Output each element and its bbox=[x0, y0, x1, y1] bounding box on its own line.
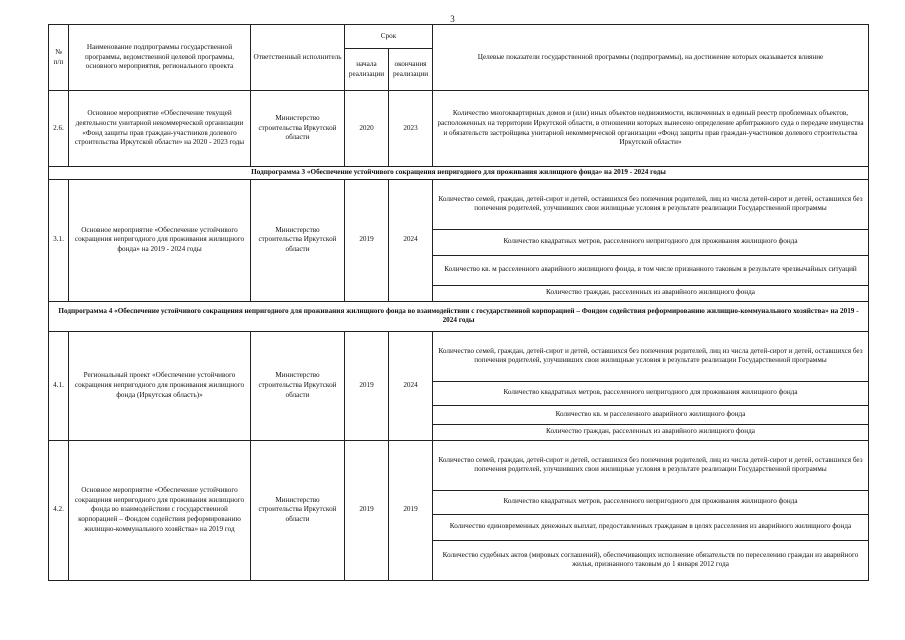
row-start: 2019 bbox=[345, 331, 389, 440]
row-resp: Министерство строительства Иркутской области bbox=[251, 331, 345, 440]
header-term: Срок bbox=[345, 25, 433, 49]
row-target: Количество квадратных метров, расселенного непригодного для проживания жилищного фонда bbox=[433, 381, 869, 405]
row-target: Количество граждан, расселенных из аварийного жилищного фонда bbox=[433, 424, 869, 440]
row-num: 4.2. bbox=[49, 440, 69, 580]
row-end: 2023 bbox=[389, 91, 433, 167]
row-name: Основное мероприятие «Обеспечение устойчивого сокращения непригодного для проживания жилищного фонда во взаимодействии с государственной корпорацией – Фондом содействия реформированию жилищно-коммунального хозяйства» на 2019 год bbox=[69, 440, 251, 580]
row-target: Количество кв. м расселенного аварийного жилищного фонда, в том числе признанного таковым в результате чрезвычайных ситуаций bbox=[433, 255, 869, 285]
row-target: Количество семей, граждан, детей-сирот и детей, оставшихся без попечения родителей, лиц из числа детей-сирот и детей, оставшихся без попечения родителей, улучшивших свои жилищные условия в результате реализации Государственной программы bbox=[433, 440, 869, 490]
subprogram-row bbox=[49, 167, 869, 180]
row-target: Количество единовременных денежных выплат, предоставленных гражданам в целях расселения из аварийного жилищного фонда bbox=[433, 514, 869, 540]
row-name: Основное мероприятие «Обеспечение текущей деятельности унитарной некоммерческой организации «Фонд защиты прав граждан-участников долевого строительства Иркутской области» на 2020 - 2023 годы bbox=[69, 91, 251, 167]
row-num: 3.1. bbox=[49, 179, 69, 301]
row-target: Количество кв. м расселенного аварийного жилищного фонда bbox=[433, 405, 869, 424]
program-table bbox=[48, 24, 869, 581]
table-row bbox=[49, 440, 869, 490]
subprogram-3-title: Подпрограмма 3 «Обеспечение устойчивого сокращения непригодного для проживания жилищного фонда» на 2019 - 2024 годы bbox=[49, 167, 869, 180]
header-targets: Целевые показатели государственной программы (подпрограммы), на достижение которых оказывается влияние bbox=[433, 25, 869, 91]
row-target: Количество многоквартирных домов и (или) иных объектов недвижимости, включенных в единый реестр проблемных объектов, расположенных на территории Иркутской области, в отношении которых вынесено определение арбитражного суда о передаче имущества и обязательств застройщика унитарной некоммерческой организации «Фонд защиты прав граждан-участников долевого строительства Иркутской области» bbox=[433, 91, 869, 167]
row-target: Количество семей, граждан, детей-сирот и детей, оставшихся без попечения родителей, лиц из числа детей-сирот и детей, оставшихся без попечения родителей, улучшивших свои жилищные условия в результате реализации Государственной программы bbox=[433, 331, 869, 381]
row-resp: Министерство строительства Иркутской области bbox=[251, 179, 345, 301]
row-target: Количество семей, граждан, детей-сирот и детей, оставшихся без попечения родителей, лиц из числа детей-сирот и детей, оставшихся без попечения родителей, улучшивших свои жилищные условия в результате реализации Государственной программы bbox=[433, 179, 869, 229]
row-num: 2.6. bbox=[49, 91, 69, 167]
row-target: Количество судебных актов (мировых соглашений), обеспечивающих исполнение обязательств по переселению граждан из аварийного жилья, признанного таковым до 1 января 2012 года bbox=[433, 540, 869, 580]
row-num: 4.1. bbox=[49, 331, 69, 440]
subprogram-row bbox=[49, 301, 869, 331]
subprogram-4-title: Подпрограмма 4 «Обеспечение устойчивого сокращения непригодного для проживания жилищного фонда во взаимодействии с государственной корпорацией – Фондом содействия реформированию жилищно-коммунального хозяйства» на 2019 - 2024 годы bbox=[49, 301, 869, 331]
table-row bbox=[49, 179, 869, 229]
page-number: 3 bbox=[450, 14, 455, 24]
row-name: Региональный проект «Обеспечение устойчивого сокращения непригодного для проживания жилищного фонда (Иркутская область)» bbox=[69, 331, 251, 440]
row-resp: Министерство строительства Иркутской области bbox=[251, 440, 345, 580]
row-end: 2019 bbox=[389, 440, 433, 580]
row-start: 2020 bbox=[345, 91, 389, 167]
table-row bbox=[49, 331, 869, 381]
row-start: 2019 bbox=[345, 179, 389, 301]
row-name: Основное мероприятие «Обеспечение устойчивого сокращения непригодного для проживания жилищного фонда» на 2019 - 2024 годы bbox=[69, 179, 251, 301]
row-target: Количество квадратных метров, расселенного непригодного для проживания жилищного фонда bbox=[433, 229, 869, 255]
row-end: 2024 bbox=[389, 331, 433, 440]
row-start: 2019 bbox=[345, 440, 389, 580]
header-num: № п/п bbox=[49, 25, 69, 91]
header-row bbox=[49, 25, 869, 49]
row-target: Количество граждан, расселенных из аварийного жилищного фонда bbox=[433, 285, 869, 301]
header-start: начала реализации bbox=[345, 49, 389, 91]
row-end: 2024 bbox=[389, 179, 433, 301]
header-resp: Ответственный исполнитель bbox=[251, 25, 345, 91]
header-end: окончания реализации bbox=[389, 49, 433, 91]
header-name: Наименование подпрограммы государственной программы, ведомственной целевой программы, основного мероприятия, регионального проекта bbox=[69, 25, 251, 91]
row-resp: Министерство строительства Иркутской области bbox=[251, 91, 345, 167]
table-row bbox=[49, 91, 869, 167]
row-target: Количество квадратных метров, расселенного непригодного для проживания жилищного фонда bbox=[433, 490, 869, 514]
